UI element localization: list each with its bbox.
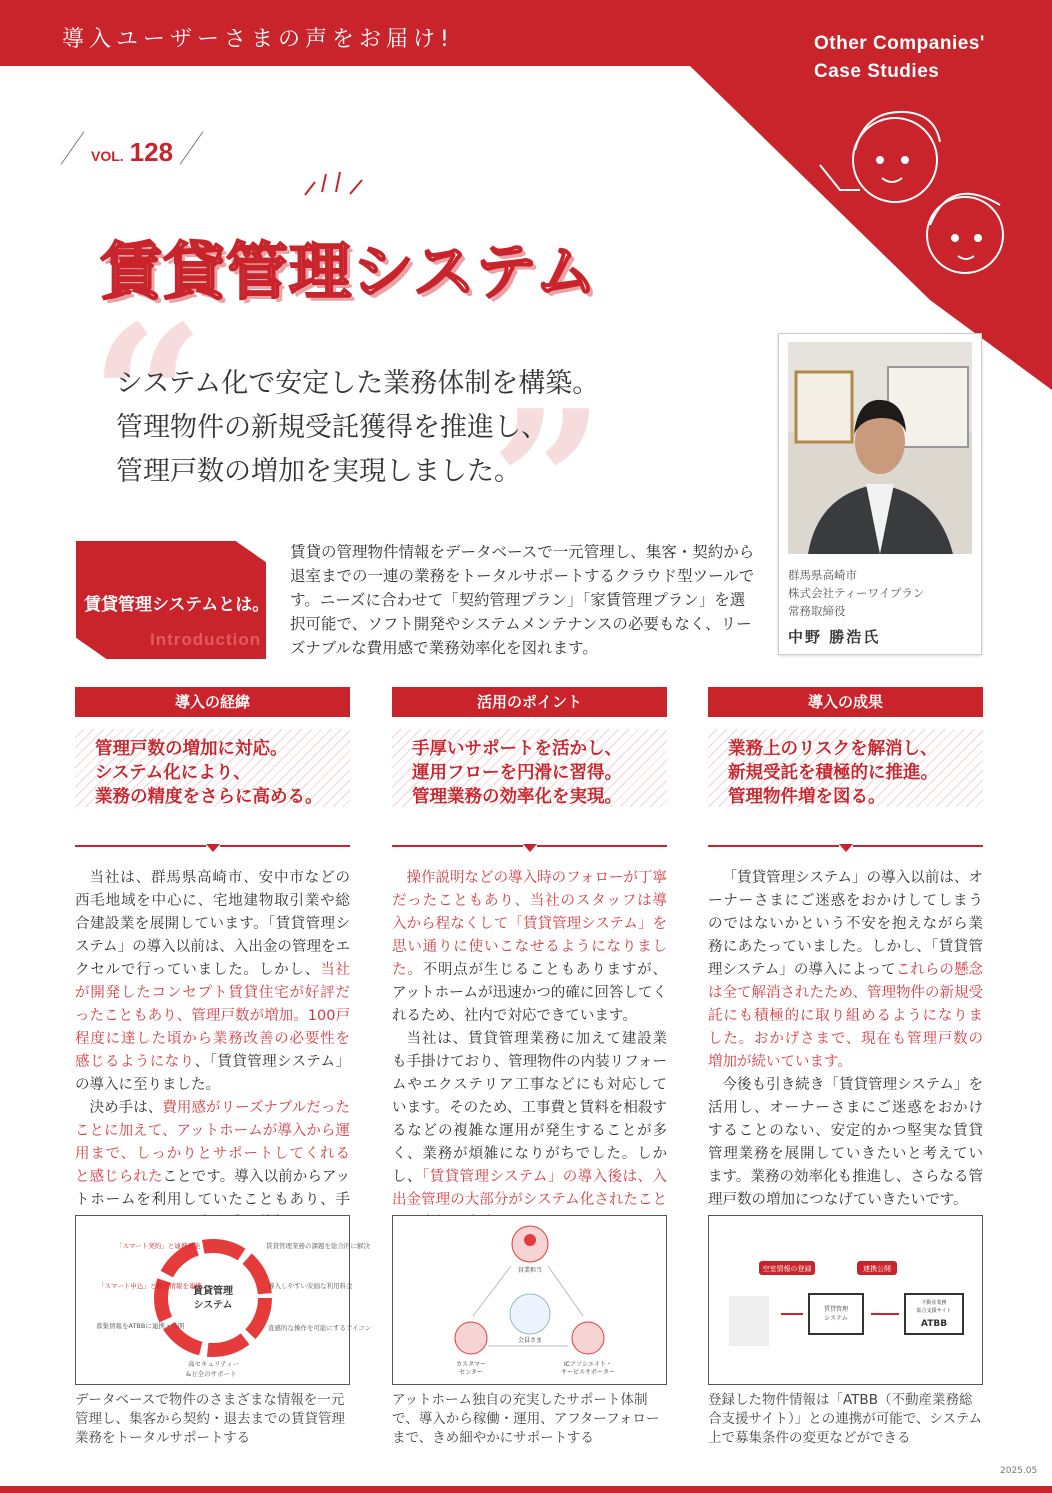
body-text-highlight: これらの懸念は全て解消されたため、管理物件の新規受託にも積極的に取り組めるようになりました。おかげさまで、現在も管理戸数の増加が続いています。 xyxy=(708,962,983,1070)
page-title: 賃貸管理システム xyxy=(100,235,598,308)
fig3-box2c: ATBB xyxy=(920,1319,948,1329)
body-text: 当社は、賃貸管理業務に加えて建設業も手掛けており、管理物件の内装リフォームやエクステリア工事などにも対応しています。そのため、工事費と賃料を相殺するなどの複雑な運用が発生することが多く、業務が煩雑になりがちでした。しかし、 xyxy=(392,1031,667,1185)
volume-number: 128 xyxy=(129,137,174,167)
column-subtitle-line: 業務上のリスクを解消し、 xyxy=(728,739,938,759)
body-text: 当社は、群馬県高崎市、安中市などの西毛地域を中心に、宅地建物取引業や総合建設業を展開しています。「賃貸管理システム」の導入以前は、入出金の管理をエクセルで行っていました。しかし、 xyxy=(75,870,350,978)
fig1-label: 直感的な操作を可能にするアイコン xyxy=(268,1324,372,1332)
column-body xyxy=(392,867,667,1235)
figure-system-overview xyxy=(75,1215,372,1448)
fig1-label: 募集情報をATBBに連携・公開 xyxy=(96,1322,185,1330)
figure-caption: 登録した物件情報は「ATBB（不動産業務総合支援サイト）」との連携が可能で、システム上で募集条件の変更などができる xyxy=(708,1392,983,1446)
header-tagline: 導入ユーザーさまの声をお届け! xyxy=(62,27,454,52)
figure-atbb-link xyxy=(708,1215,983,1448)
column-divider xyxy=(75,845,350,847)
fig2-right: ICアソシエイト・ xyxy=(564,1361,612,1368)
column-divider xyxy=(392,845,667,847)
figure-caption: アットホーム独自の充実したサポート体制で、導入から稼働・運用、アフターフォローまで、きめ細やかにサポートする xyxy=(392,1392,660,1446)
column-subtitle-line: 管理物件増を図る。 xyxy=(728,787,886,807)
fig3-box2a: 不動産業務 xyxy=(921,1300,947,1306)
column-header: 導入の成果 xyxy=(708,687,983,717)
person-photo xyxy=(788,342,972,554)
lead-line2: 管理物件の新規受託獲得を推進し、 xyxy=(116,412,548,443)
body-text-highlight: 当社が開発したコンセプト賃貸住宅が好評だったこともあり、管理戸数が増加。100戸程度に達した頃から業務改善の必要性を感じるようになり xyxy=(75,962,351,1070)
column-subtitle xyxy=(75,729,350,807)
header-english-line2: Case Studies xyxy=(814,61,940,82)
fig2-left: カスタマー xyxy=(455,1361,487,1368)
fig3-box2b: 総合支援サイト xyxy=(916,1308,952,1314)
fig3-tag2: 連携公開 xyxy=(863,1265,891,1273)
close-quote-icon: ” xyxy=(490,367,606,602)
fig1-label: 「スマート申込」と顧客情報を連携 xyxy=(98,1282,202,1290)
column-background xyxy=(75,687,350,1258)
lead-text xyxy=(116,362,736,494)
column-subtitle-line: 手厚いサポートを活かし、 xyxy=(412,739,622,759)
column-subtitle-line: 運用フローを円滑に習得。 xyxy=(412,763,622,783)
fig3-box1: 賃貸管理 xyxy=(823,1306,849,1313)
column-body xyxy=(75,867,350,1258)
fig2-left: センター xyxy=(459,1369,483,1376)
fig1-label: 高セキュリティー xyxy=(188,1360,240,1368)
fig1-label: 導入しやすい安価な利用料金 xyxy=(268,1282,353,1290)
fig1-label: 賃貸管理業務の課題を総合的に解決 xyxy=(266,1242,370,1250)
figure-caption: データベースで物件のさまざまな情報を一元管理し、集客から契約・退去までの賃貸管理業務をトータルサポートする xyxy=(75,1392,345,1446)
body-text: 、「賃貸管理システム」の導入に至りました。 xyxy=(75,1054,350,1093)
header-english xyxy=(814,30,985,86)
column-body xyxy=(708,867,983,1212)
footer-bar xyxy=(0,1486,1052,1493)
person-meta xyxy=(788,566,924,620)
body-text-highlight: 費用感がリーズナブルだったことに加えて、アットホームが導入から運用まで、しっかりとサポートしてくれると感じられた xyxy=(75,1100,351,1185)
intro-body: 賃貸の管理物件情報をデータベースで一元管理し、集客・契約から退室までの一連の業務をトータルサポートするクラウド型ツールです。ニーズに合わせて「契約管理プラン」「家賃管理プラン」を選択可能で、ソフト開発やシステムメンテナンスの必要もなく、リーズナブルな費用感で業務効率化を図れます。 xyxy=(290,543,755,657)
column-header: 活用のポイント xyxy=(392,687,667,717)
body-text: ことです。導入以前からアットホームを利用していたこともあり、手 xyxy=(75,1169,351,1208)
body-text-highlight: 操作説明などの導入時のフォローが丁寧だったこともあり、当社のスタッフは導入から程なくして「賃貸管理システム」を思い通りに使いこなせるようになりました。 xyxy=(392,870,667,978)
body-text: 決め手は、 xyxy=(89,1100,163,1116)
figure-support-system xyxy=(392,1215,667,1448)
column-header: 導入の経緯 xyxy=(75,687,350,717)
body-text: 不明点が生じることもありますが、アットホームが迅速かつ的確に回答してくれるため、社内で対応できています。 xyxy=(392,962,668,1024)
lead-line1: システム化で安定した業務体制を構築。 xyxy=(116,368,600,399)
open-quote-icon: “ xyxy=(90,282,206,517)
emphasis-lines-icon xyxy=(300,170,370,200)
column-results xyxy=(708,687,983,1212)
person-location: 群馬県高崎市 xyxy=(788,568,857,582)
fig2-center: 会員さま xyxy=(517,1337,543,1344)
column-subtitle-line: システム化により、 xyxy=(95,763,251,783)
fig1-label: 「スマート契約」と連携可能 xyxy=(116,1242,201,1250)
body-text: 今後も引き続き「賃貸管理システム」を活用し、オーナーさまにご迷惑をおかけすることのない、安定的かつ堅実な賃貸管理業務を展開していきたいと考えています。業務の効率化も推進し、さらなる管理戸数の増加につなげていきたいです。 xyxy=(708,1077,983,1208)
column-subtitle-line: 業務の精度をさらに高める。 xyxy=(95,787,323,807)
fig1-label: &万全のサポート xyxy=(186,1370,237,1378)
column-subtitle xyxy=(708,729,983,807)
column-divider xyxy=(708,845,983,847)
person-name: 中野 勝浩氏 xyxy=(788,628,881,646)
person-role: 常務取締役 xyxy=(788,604,846,618)
volume-prefix: VOL. xyxy=(91,148,124,164)
fig3-box1b: システム xyxy=(824,1315,848,1322)
column-subtitle xyxy=(392,729,667,807)
column-subtitle-line: 管理業務の効率化を実現。 xyxy=(412,787,622,807)
body-text: 「賃貸管理システム」の導入以前は、オーナーさまにご迷惑をおかけしてしまうのではないかという不安を抱えながら業務にあたっていました。しかし、「賃貸管理システム」の導入によって xyxy=(708,870,983,978)
column-usage xyxy=(392,687,667,1235)
intro-label-en: Introduction xyxy=(150,630,262,649)
body-text-highlight: 「賃貸管理システム」の導入後は、入出金管理の大部分がシステム化されたこと xyxy=(392,1169,667,1208)
fig1-center-1: 賃貸管理 xyxy=(193,1286,233,1297)
person-company: 株式会社ティーワイプラン xyxy=(788,586,925,600)
issue-date: 2025.05 xyxy=(1000,1466,1038,1476)
person-card xyxy=(778,333,982,655)
fig2-top: 営業担当 xyxy=(517,1267,543,1274)
header-english-line1: Other Companies' xyxy=(814,33,985,54)
intro-label: 賃貸管理システムとは。 xyxy=(84,595,270,615)
fig1-center-2: システム xyxy=(193,1300,233,1311)
fig2-right: サービスサポーター xyxy=(561,1369,615,1376)
column-subtitle-line: 管理戸数の増加に対応。 xyxy=(95,739,288,759)
column-subtitle-line: 新規受託を積極的に推進。 xyxy=(728,763,938,783)
fig3-tag1: 空室情報の登録 xyxy=(762,1265,812,1273)
volume-label xyxy=(60,128,204,168)
lead-line3: 管理戸数の増加を実現しました。 xyxy=(116,456,521,487)
